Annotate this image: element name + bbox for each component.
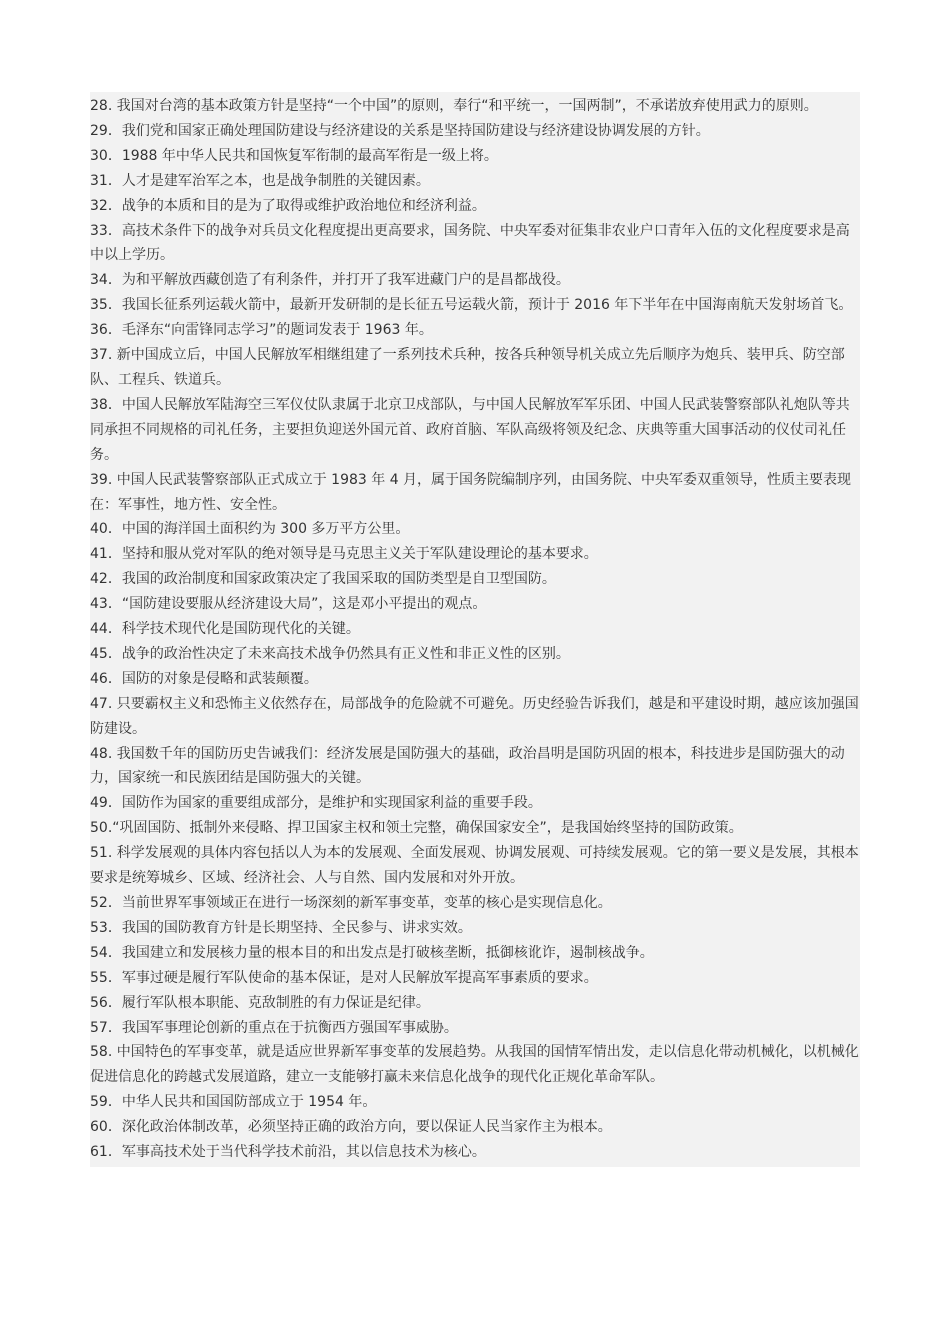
list-item: 46．国防的对象是侵略和武装颠覆。 xyxy=(90,670,318,687)
list-item: 51. 科学发展观的具体内容包括以人为本的发展观、全面发展观、协调发展观、可持续发展观。它的第一要义是发展，其根本要求是统筹城乡、区域、经济社会、人与自然、国内发展和对外开放。 xyxy=(90,845,859,887)
list-item: 54．我国建立和发展核力量的根本目的和出发点是打破核垄断，抵御核讹诈，遏制核战争。 xyxy=(90,944,654,961)
question-list xyxy=(90,92,860,1167)
list-item: 49．国防作为国家的重要组成部分，是维护和实现国家利益的重要手段。 xyxy=(90,795,542,812)
list-item: 58. 中国特色的军事变革，就是适应世界新军事变革的发展趋势。从我国的国情军情出发，走以信息化带动机械化，以机械化促进信息化的跨越式发展道路，建立一支能够打赢未来信息化战争的现代化正规化革命军队。 xyxy=(90,1044,859,1086)
list-item: 34．为和平解放西藏创造了有利条件，并打开了我军进藏门户的是昌都战役。 xyxy=(90,272,570,289)
list-item: 52．当前世界军事领域正在进行一场深刻的新军事变革，变革的核心是实现信息化。 xyxy=(90,895,612,911)
list-item: 50.“巩固国防、抵制外来侵略、捍卫国家主权和领土完整，确保国家安全”，是我国始终坚持的国防政策。 xyxy=(90,820,743,837)
list-item: 56．履行军队根本职能、克敌制胜的有力保证是纪律。 xyxy=(90,994,430,1011)
list-item: 37. 新中国成立后，中国人民解放军相继组建了一系列技术兵种，按各兵种领导机关成立先后顺序为炮兵、装甲兵、防空部队、工程兵、铁道兵。 xyxy=(90,347,845,388)
list-item: 33．高技术条件下的战争对兵员文化程度提出更高要求，国务院、中央军委对征集非农业户口青年入伍的文化程度要求是高中以上学历。 xyxy=(90,222,850,264)
list-item: 55．军事过硬是履行军队使命的基本保证，是对人民解放军提高军事素质的要求。 xyxy=(90,969,598,986)
list-item: 59．中华人民共和国国防部成立于 1954 年。 xyxy=(90,1094,377,1111)
list-item: 60．深化政治体制改革，必须坚持正确的政治方向，要以保证人民当家作主为根本。 xyxy=(90,1119,612,1136)
list-item: 42．我国的政治制度和国家政策决定了我国采取的国防类型是自卫型国防。 xyxy=(90,571,556,588)
list-item: 40．中国的海洋国土面积约为 300 多万平方公里。 xyxy=(90,521,410,538)
list-item: 35．我国长征系列运载火箭中，最新开发研制的是长征五号运载火箭，预计于 2016 年下半年在中国海南航天发射场首飞。 xyxy=(90,297,853,314)
list-item: 31．人才是建军治军之本，也是战争制胜的关键因素。 xyxy=(90,172,430,189)
list-item: 29．我们党和国家正确处理国防建设与经济建设的关系是坚持国防建设与经济建设协调发展的方针。 xyxy=(90,122,710,139)
list-item: 47. 只要霸权主义和恐怖主义依然存在，局部战争的危险就不可避免。历史经验告诉我们，越是和平建设时期，越应该加强国防建设。 xyxy=(90,695,859,737)
list-item: 41．坚持和服从党对军队的绝对领导是马克思主义关于军队建设理论的基本要求。 xyxy=(90,546,598,563)
list-item: 38．中国人民解放军陆海空三军仪仗队隶属于北京卫戍部队，与中国人民解放军军乐团、中国人民武装警察部队礼炮队等共同承担不同规格的司礼任务，主要担负迎送外国元首、政府首脑、军队高级将领及纪念、庆典等重大国事活动的仪仗司礼任务。 xyxy=(90,396,850,463)
list-item: 28. 我国对台湾的基本政策方针是坚持“一个中国”的原则，奉行“和平统一，一国两制”，不承诺放弃使用武力的原则。 xyxy=(90,98,818,114)
list-item: 36．毛泽东“向雷锋同志学习”的题词发表于 1963 年。 xyxy=(90,322,433,339)
list-item: 45．战争的政治性决定了未来高技术战争仍然具有正义性和非正义性的区别。 xyxy=(90,645,570,662)
list-item: 57．我国军事理论创新的重点在于抗衡西方强国军事威胁。 xyxy=(90,1019,458,1036)
list-item: 53．我国的国防教育方针是长期坚持、全民参与、讲求实效。 xyxy=(90,919,472,936)
list-item: 32．战争的本质和目的是为了取得或维护政治地位和经济利益。 xyxy=(90,197,486,214)
list-item: 48. 我国数千年的国防历史告诫我们：经济发展是国防强大的基础，政治昌明是国防巩固的根本，科技进步是国防强大的动力，国家统一和民族团结是国防强大的关键。 xyxy=(90,745,845,787)
list-item: 30．1988 年中华人民共和国恢复军衔制的最高军衔是一级上将。 xyxy=(90,147,498,164)
list-item: 61．军事高技术处于当代科学技术前沿，其以信息技术为核心。 xyxy=(90,1144,486,1161)
list-item: 44．科学技术现代化是国防现代化的关键。 xyxy=(90,621,360,638)
list-item: 39. 中国人民武装警察部队正式成立于 1983 年 4 月，属于国务院编制序列，由国务院、中央军委双重领导，性质主要表现在：军事性，地方性、安全性。 xyxy=(90,471,852,513)
list-item: 43．“国防建设要服从经济建设大局”，这是邓小平提出的观点。 xyxy=(90,596,487,613)
